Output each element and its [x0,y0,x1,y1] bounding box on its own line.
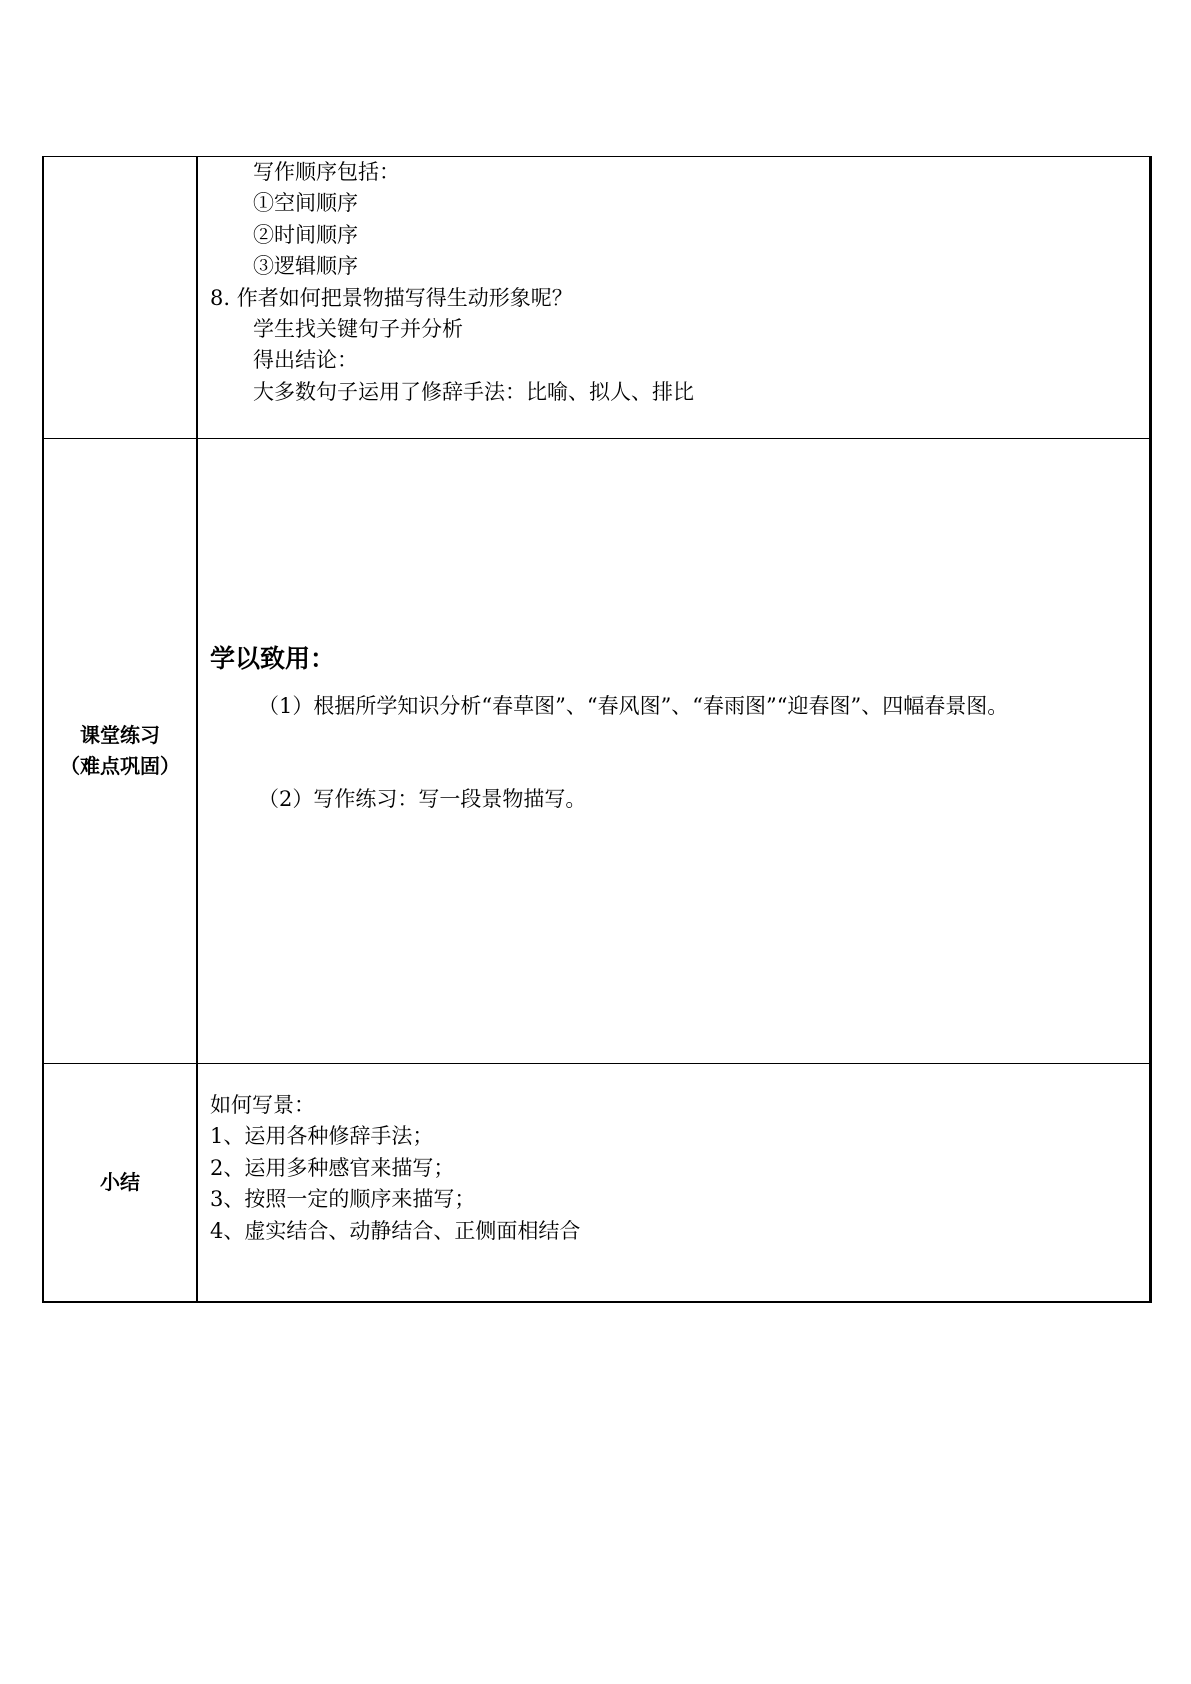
row-label-line: 小结 [100,1170,140,1194]
row-label-cell-summary [44,1064,198,1301]
content-line: ①空间顺序 [253,191,358,216]
practice-heading: 学以致用： [210,644,336,673]
content-cell-summary [198,1064,1149,1301]
summary-point: 2、运用多种感官来描写； [210,1155,455,1180]
content-cell-classroom-practice [198,439,1149,1063]
content-line: 得出结论： [253,348,358,373]
lesson-table [42,156,1152,1303]
row-label-cell-empty [44,157,198,438]
content-line: ②时间顺序 [253,222,358,247]
summary-heading: 如何写景： [210,1093,315,1117]
content-line: 写作顺序包括： [253,160,400,184]
summary-point: 1、运用各种修辞手法； [210,1124,434,1149]
summary-point: 3、按照一定的顺序来描写； [210,1187,476,1212]
row-label-line: （难点巩固） [60,754,180,778]
table-row-classroom-practice [44,439,1149,1064]
table-row-continuation [44,157,1149,439]
content-cell-continuation [198,157,1149,438]
content-line: 大多数句子运用了修辞手法：比喻、拟人、排比 [253,379,694,404]
table-row-summary [44,1064,1149,1301]
summary-point: 4、虚实结合、动静结合、正侧面相结合 [210,1218,581,1243]
content-line: 学生找关键句子并分析 [253,317,463,342]
practice-task: （1）根据所学知识分析“春草图”、“春风图”、“春雨图”“迎春图”、四幅春景图。 [258,694,1009,718]
row-label-cell-classroom-practice [44,439,198,1063]
row-label-line: 课堂练习 [80,723,160,747]
practice-task: （2）写作练习：写一段景物描写。 [258,787,587,811]
question-line: 8. 作者如何把景物描写得生动形象呢？ [210,285,573,310]
content-line: ③逻辑顺序 [253,254,358,279]
